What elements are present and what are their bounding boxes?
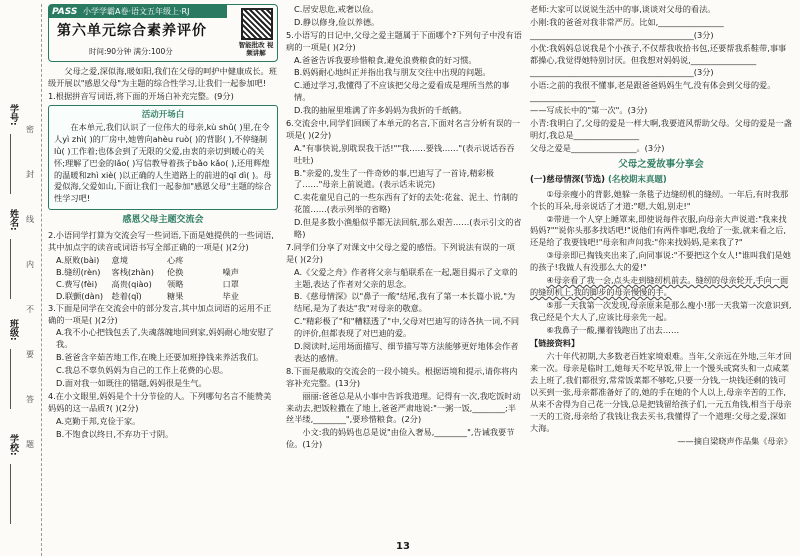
activity-box	[48, 105, 278, 211]
dialog-line[interactable]: ________________________________________(3分)	[530, 29, 714, 40]
class-line[interactable]	[10, 349, 11, 409]
exam-meta: 时间:90分钟 满分:100分	[89, 47, 173, 56]
reading-paragraph: ④母亲看了我一会,点头走到缝纫机前去。缝纫的母亲轮开,手向一面的缝纫机上,我的脚步的母亲慢慢的手。	[530, 275, 789, 297]
q5-option-b[interactable]: B.妈妈耐心地纠正并指出我与朋友交往中出现的问题。	[294, 67, 491, 78]
dialog-line[interactable]: 小语:之前的我很不懂事,老是跟爸爸妈妈生气,没有体会到父母的爱。________________	[530, 80, 776, 103]
dialog-line[interactable]: 小优:我妈妈总说我是个小孩子,不仅帮我收拾书包,还要帮我系鞋带,事事都操心,我觉得她特别讨厌。但我想对妈妈说,________________	[530, 42, 787, 65]
cut-char: 不	[26, 305, 34, 314]
question-4: 4.在小文眼里,妈妈是个十分节俭的人。下列哪句名言不能赞美妈妈的这一品质?( )(2分)	[48, 390, 272, 413]
page-title: 第六单元综合素养评价	[57, 23, 207, 39]
reading-paragraph: ⑤那一天我第一次发现,母亲原来是那么瘦小!那一天我第一次意识到,我己经是个大人了,应该比母亲先一起。	[530, 299, 792, 322]
q4-option-c[interactable]: C.居安思危,戒奢以俭。	[294, 4, 379, 14]
cut-char: 要	[26, 350, 34, 359]
name-label: 姓名:	[8, 209, 19, 231]
q6-option-d[interactable]: D.但是多数小渔船似乎都无法回航,那么艰苦……(表示引文的省略)	[294, 217, 522, 240]
exam-header	[48, 4, 278, 62]
dialog-line[interactable]: 小刚:我的爸爸对我非常严厉。比如,________________	[530, 16, 724, 27]
page-number: 13	[396, 541, 410, 552]
activity-box-title: 活动开场白	[141, 109, 185, 120]
q2-option-a[interactable]: A.原败(bài) 意境 心疼	[56, 255, 184, 266]
q7-option-d[interactable]: D.阅读时,运用场面描写、细节描写等方法能够更好地体会作者表达的感情。	[294, 341, 519, 363]
q8-dialog-lili[interactable]: 丽丽:爸爸总是从小事中告诉我道理。记得有一次,我吃饭时动来动去,把饭粒撒在了地上,爸爸严肃地说:"一粥一饭,________;半丝半缕,________",要珍惜粮食。(2分)	[286, 390, 521, 425]
q6-option-c[interactable]: C.卖花童见自己的一些东西有了好的去处:花盆、泥土、竹制的花篮……(表示列举的省略)	[294, 192, 518, 215]
exam-page	[0, 4, 800, 556]
cut-char: 答	[26, 395, 34, 404]
series-bar	[49, 5, 227, 18]
q6-option-b[interactable]: B."亲爱的,发生了一件奇妙的事,巴迪写了一首诗,精彩极了……"母亲上前说道。(表示话未说完)	[294, 167, 494, 190]
reading-subtitle: (一)慈母情深(节选)	[530, 175, 606, 186]
q4-option-b[interactable]: B.不饱食以终日,不弃功于寸阴。	[56, 428, 174, 439]
question-5: 5.小语写的日记中,父母之爱主题属于下面哪个?下列句子中没有语病的一项是( )(2分)	[286, 29, 522, 52]
section-title: 感恩父母主题交流会	[122, 215, 204, 226]
name-line[interactable]	[10, 239, 11, 299]
q7-option-b[interactable]: B.《慈母情深》以"鼻子一酸"结尾,我有了第一本长篇小说,"为结尾,是为了表达"我"对母亲的敬意。	[294, 291, 516, 314]
class-label: 班级:	[8, 319, 19, 341]
q6-option-a[interactable]: A."有事快说,别耽误我干活!""我……要钱……"(表示说话吞吞吐吐)	[294, 142, 515, 165]
q7-option-c[interactable]: C."精彩极了"和"糟糕透了"中,父母对巴迪写的诗各执一词,不同的评价,但都表现了对巴迪的爱。	[294, 316, 520, 339]
brand-logo: PASS	[52, 7, 78, 17]
q8-dialog-xiaowen[interactable]: 小文:我的妈妈也总是说"由俭入奢易,________",告诫我要节俭。(1分)	[286, 427, 515, 450]
cut-char: 封	[26, 170, 34, 179]
link-source: ——摘自梁晓声作品集《母亲》	[677, 435, 792, 446]
dialog-line[interactable]: ________________________________________(3分)	[530, 67, 714, 78]
q2-option-b[interactable]: B.缝纫(rèn) 客栈(zhàn) 伦换 噪声	[56, 266, 239, 277]
intro-text: 父母之爱,深似海,暖如阳,我们在父母的呵护中健康成长。班级开展以"感恩父母"为主题的综合性学习,让我们一起参加吧!	[48, 66, 277, 88]
question-6: 6.交流会中,同学们回顾了本单元的名言,下面对名言分析有误的一项是( )(2分)	[286, 118, 521, 140]
cut-char: 线	[26, 215, 34, 224]
story-section-title: 父母之爱故事分享会	[618, 158, 704, 170]
cut-char: 内	[26, 260, 34, 269]
question-1: 1.根据拼音写词语,将下面的开场白补充完整。(9分)	[48, 90, 234, 101]
q4-option-d[interactable]: D.静以修身,俭以养德。	[294, 16, 380, 27]
dialog-line[interactable]: 父母之爱是________________。(3分)	[530, 142, 665, 153]
binding-margin	[0, 4, 42, 556]
reading-paragraph: ⑥我鼻子一酸,攥着钱跑出了出去……	[546, 324, 680, 335]
q3-option-a[interactable]: A.我不小心把钱包丢了,失魂落魄地回到家,妈妈耐心地安慰了我。	[56, 327, 274, 350]
qr-code-icon[interactable]	[241, 8, 273, 40]
reading-title	[530, 174, 792, 186]
q2-option-d[interactable]: D.联颤(dàn) 趁着(qǐ) 糖果 毕业	[56, 290, 239, 301]
series-name: 小学学霸A卷·语文五年级上·RJ	[83, 7, 190, 16]
q5-option-d[interactable]: D.我的抽屉里堆满了许多妈妈为我折的千纸鹤。	[294, 105, 467, 116]
link-title: 【链接资料】	[530, 338, 580, 349]
source-tag: (名校期末真题)	[608, 175, 667, 186]
school-line[interactable]	[10, 464, 11, 524]
link-text: 六十年代初期,大多数老百姓家境艰难。当年,父亲远在外地,三年才回来一次。母亲是临时工,她每天不吃早饭,带上一个馒头或窝头和一点咸菜去上班了,我们都很穷,常常饭菜都不够吃,只要一分钱,一块钱还剩的钱可以买到一张,母亲都准备好了的,她的手在她的个人以上,母亲辛苦的工作,从来不舍得为自己花一分钱,总是把钱留给孩子们,一元五角钱,相当于母亲一天的工资,母亲给了我钱让我去买书,我懂得了一个道理:父母之爱,深如大海。	[530, 351, 792, 433]
cut-char: 题	[26, 440, 34, 449]
q3-option-c[interactable]: C.我总不辜负妈妈为自己的工作上花费的心思。	[56, 365, 229, 376]
q4-option-a[interactable]: A.克勤于邦,克俭于家。	[56, 415, 141, 426]
question-3: 3.下面是同学在交流会中的部分发言,其中加点词语的运用不正确的一项是( )(2分)	[48, 302, 272, 325]
qr-label: 智能批改 视频讲解	[238, 41, 274, 57]
student-id-label: 学号:	[8, 104, 19, 126]
dialog-line[interactable]: 小青:我明白了,父母的爱是一样大啊,我要道风帮助父母。父母的爱是一盏明灯,我总是________________	[530, 118, 792, 140]
q3-option-b[interactable]: B.爸爸含辛茹苦地工作,在晚上还要加班挣钱来养活我们。	[56, 352, 264, 363]
q5-option-c[interactable]: C.通过学习,我懂得了不应该把父母之爱看成是理所当然的事情。	[294, 80, 510, 103]
question-8: 8.下面是截取的交流会的一段小镜头。根据语境和提示,请你将内容补充完整。(13分)	[286, 365, 518, 388]
reading-paragraph: ③母亲即已掏钱夹出来了,向同事说:"不要把这个女人!"谁叫我们是她的孩子!我做人有没那么大的爱!"	[530, 250, 791, 273]
q3-option-d[interactable]: D.面对我一如既往的错题,妈妈很是生气。	[56, 377, 207, 388]
dialog-line: 老师:大家可以说说生活中的事,谈谈对父母的看法。	[530, 4, 716, 14]
reading-paragraph: ②带进一个人穿上睡罩来,即使说每件衣服,向母亲大声说道:"我来找妈妈?""说你头那多找话吧!"说他们有两件事吧,我给了一张,就来看之后,还是给了我要钱吧!"母亲和声问我:"你来找妈妈,是来我了?"	[530, 213, 787, 248]
q2-option-c[interactable]: C.费写(fèi) 高贵(qiào) 领略 口罩	[56, 278, 239, 289]
column-3	[530, 4, 792, 448]
column-2	[286, 4, 522, 452]
question-2: 2.小语同学打算为交流会写一些词语,下面是她提供的一些词语,其中加点字的读音或词语书写全部正确的一项是( )(2分)	[48, 230, 274, 253]
question-7: 7.同学们分享了对课文中父母之爱的感悟。下列说法有误的一项是( )(2分)	[286, 241, 515, 264]
school-label: 学校:	[8, 434, 19, 456]
q5-option-a[interactable]: A.爸爸告诉我要珍惜粮食,避免浪费粮食的好习惯。	[294, 54, 477, 65]
activity-box-text: 在本单元,我们认识了一位伟大的母亲,kù shǔ( )里,在令人yì zhì( )的厂房中,她曾向ahèu ruò( )的背影( ),不停缝制lǜ( )工作着;也体会到了无限的父爱,由衷的亲切到暖心的关怀;理解了巴金的lǎo( )写信教导着孩子bǎo kǎo( ),还用辉煌的温暖和zhì xiè( )以正确的人生道路上的前进的qī dì( )。母爱似海,父爱如山,下面让我们一起参加"感恩父母"主题的综合性学习吧!	[54, 121, 272, 204]
student-id-line[interactable]	[10, 134, 11, 194]
dialog-line[interactable]: ——写成长中的"第一次"。(3分)	[530, 105, 648, 116]
cut-char: 密	[26, 125, 34, 134]
column-1	[48, 4, 278, 441]
reading-paragraph: ①母亲瘦小的背影,她躲一条毯子边缝纫机的缝纫。一年后,有时我那个长的耳朵,母亲说话了才道:"嗯,大姐,别走!"	[530, 188, 789, 211]
q7-option-a[interactable]: A.《父爱之舟》作者将父亲与船联系在一起,题目揭示了文章的主题,表达了作者对父亲的思念。	[294, 266, 518, 289]
